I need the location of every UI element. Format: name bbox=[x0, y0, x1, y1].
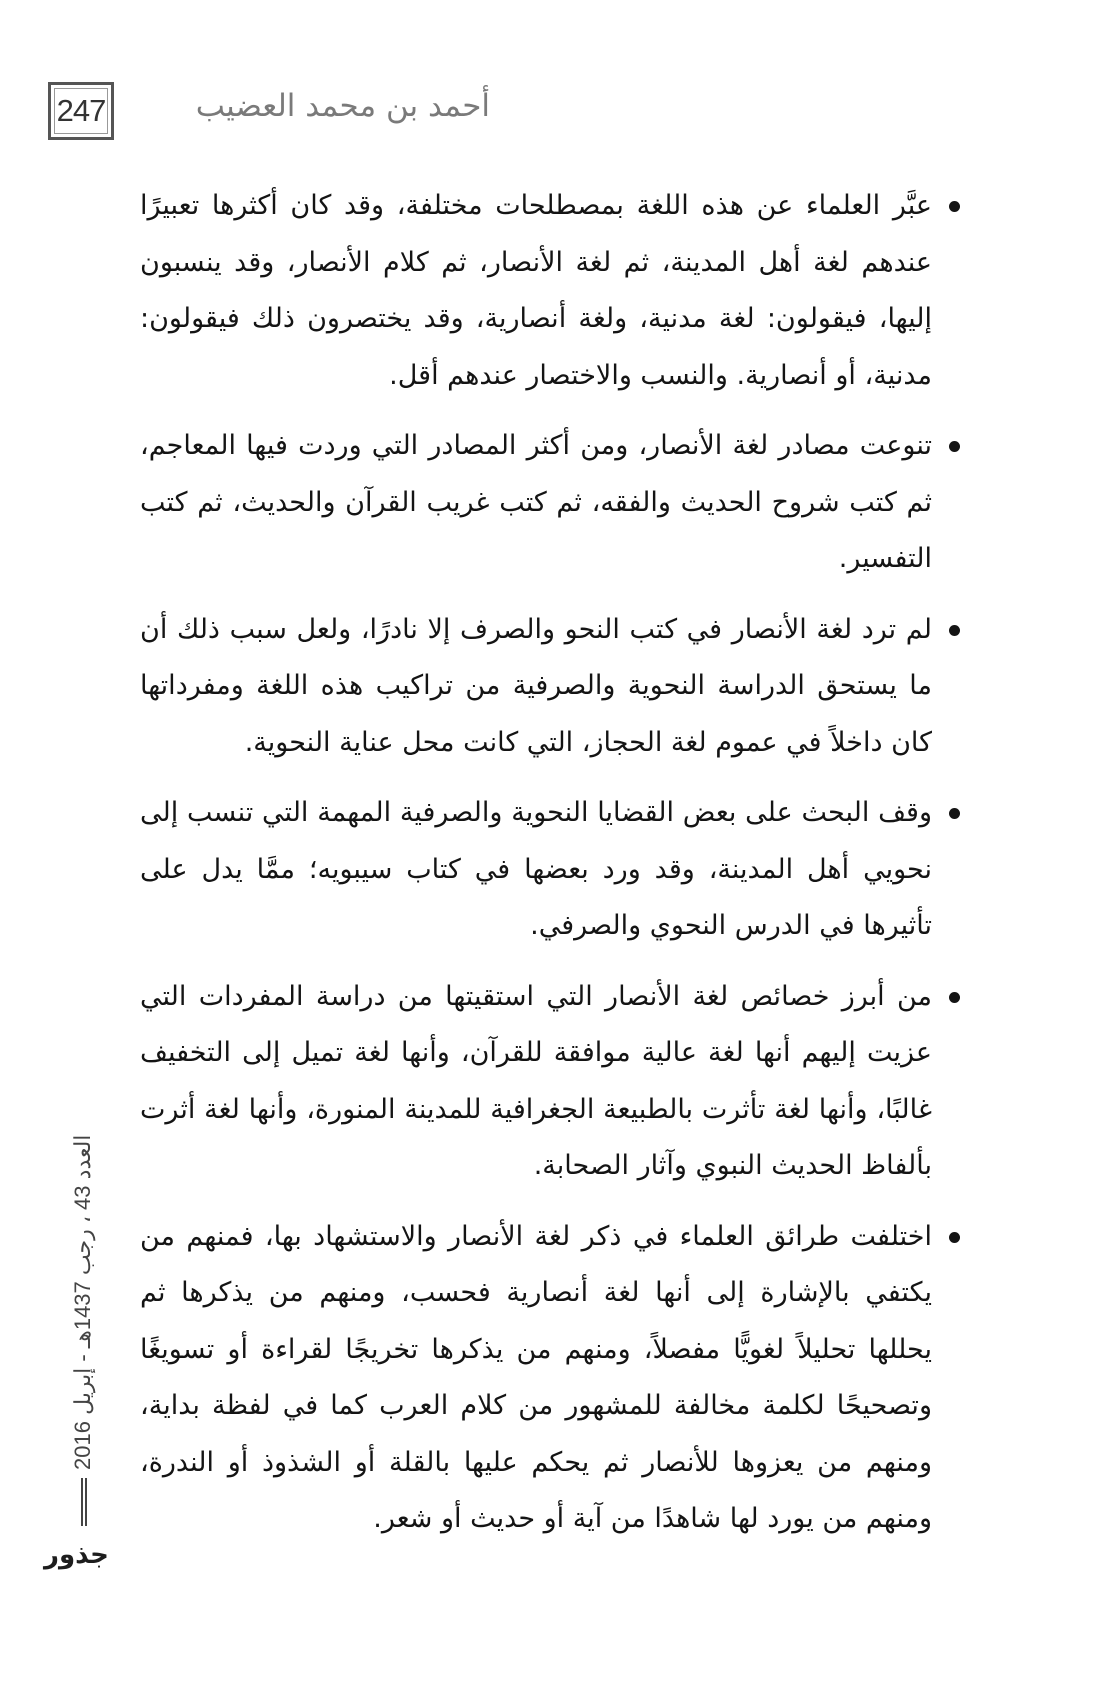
list-item-text: عبَّر العلماء عن هذه اللغة بمصطلحات مختلفة، وقد كان أكثرها تعبيرًا عندهم لغة أهل المدينة، ثم لغة الأنصار، ثم كلام الأنصار، وقد ينسبون إليها، فيقولون: لغة مدنية، ولغة أنصارية، وقد يختصرون ذلك فيقولون: مدنية، أو أنصارية. والنسب والاختصار عندهم أقل. bbox=[140, 190, 932, 391]
bullet-icon bbox=[949, 808, 960, 819]
bullet-icon bbox=[949, 1232, 960, 1243]
list-item bbox=[140, 785, 960, 955]
list-item bbox=[140, 969, 960, 1195]
margin-divider bbox=[81, 1478, 87, 1526]
summary-list bbox=[140, 178, 960, 1562]
list-item-text: تنوعت مصادر لغة الأنصار، ومن أكثر المصادر التي وردت فيها المعاجم، ثم كتب شروح الحديث والفقه، ثم كتب غريب القرآن والحديث، ثم كتب التفسير. bbox=[140, 430, 932, 574]
bullet-icon bbox=[949, 201, 960, 212]
page-number: 247 bbox=[56, 93, 106, 128]
bullet-icon bbox=[949, 625, 960, 636]
list-item bbox=[140, 1209, 960, 1548]
issue-info: العدد 43 ، رجب 1437هـ - إبريل 2016 bbox=[70, 1134, 95, 1470]
running-head-author: أحمد بن محمد العضيب bbox=[195, 88, 490, 124]
bullet-icon bbox=[949, 992, 960, 1003]
list-item bbox=[140, 602, 960, 772]
list-item bbox=[140, 178, 960, 404]
page-number-box bbox=[48, 82, 114, 140]
bullet-icon bbox=[949, 441, 960, 452]
list-item-text: وقف البحث على بعض القضايا النحوية والصرفية المهمة التي تنسب إلى نحويي أهل المدينة، وقد ورد بعضها في كتاب سيبويه؛ ممَّا يدل على تأثيرها في الدرس النحوي والصرفي. bbox=[140, 797, 932, 941]
list-item-text: من أبرز خصائص لغة الأنصار التي استقيتها من دراسة المفردات التي عزيت إليهم أنها لغة عالية موافقة للقرآن، وأنها لغة تميل إلى التخفيف غالبًا، وأنها لغة تأثرت بالطبيعة الجغرافية للمدينة المنورة، وأنها لغة أثرت بألفاظ الحديث النبوي وآثار الصحابة. bbox=[140, 980, 932, 1181]
list-item-text: لم ترد لغة الأنصار في كتب النحو والصرف إلا نادرًا، ولعل سبب ذلك أن ما يستحق الدراسة النحوية والصرفية من تراكيب هذه اللغة ومفرداتها كان داخلاً في عموم لغة الحجاز، التي كانت محل عناية النحوية. bbox=[140, 613, 932, 758]
journal-logo: جذور bbox=[44, 1540, 109, 1570]
list-item-text: اختلفت طرائق العلماء في ذكر لغة الأنصار والاستشهاد بها، فمنهم من يكتفي بالإشارة إلى أنها لغة أنصارية فحسب، ومنهم من يذكرها ثم يحللها تحليلاً لغويًّا مفصلاً، ومنهم من يذكرها تخريجًا لقراءة أو تسويغًا وتصحيحًا لكلمة مخالفة للمشهور من كلام العرب كما في لفظة بداية، ومنهم من يعزوها للأنصار ثم يحكم عليها بالقلة أو الشذوذ أو الندرة، ومنهم من يورد لها شاهدًا من آية أو حديث أو شعر. bbox=[140, 1220, 932, 1534]
list-item bbox=[140, 418, 960, 588]
